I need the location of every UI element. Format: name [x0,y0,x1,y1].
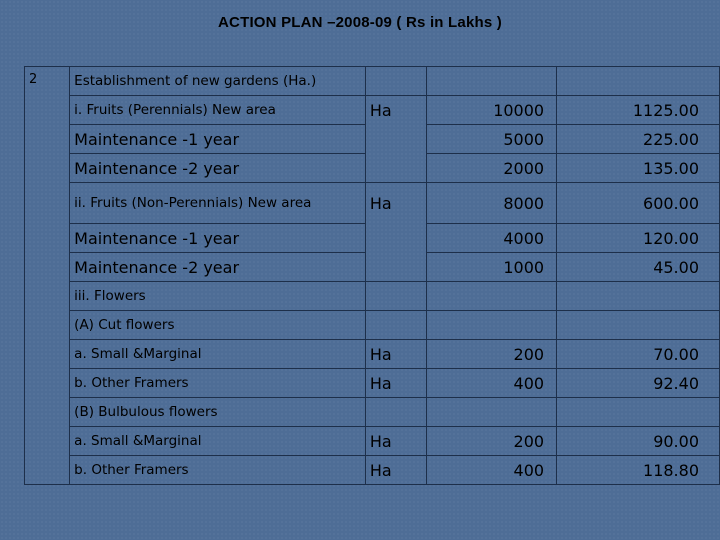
item-description: Maintenance -2 year [70,154,366,183]
unit-cell [365,282,426,311]
table-row [25,340,720,369]
item-description: Maintenance -1 year [70,125,366,154]
quantity-cell: 200 [426,340,556,369]
unit-cell: Ha [365,96,426,125]
table-row [25,125,720,154]
unit-cell [365,253,426,282]
table-row [25,456,720,485]
amount-cell [557,311,720,340]
table-row [25,282,720,311]
table-row [25,398,720,427]
unit-cell [365,67,426,96]
item-description: Maintenance -1 year [70,224,366,253]
table-row [25,224,720,253]
amount-cell: 1125.00 [557,96,720,125]
amount-cell: 135.00 [557,154,720,183]
unit-cell [365,154,426,183]
quantity-cell: 8000 [426,183,556,224]
quantity-cell [426,398,556,427]
unit-cell [365,398,426,427]
unit-cell: Ha [365,340,426,369]
quantity-cell: 1000 [426,253,556,282]
quantity-cell: 2000 [426,154,556,183]
amount-cell: 600.00 [557,183,720,224]
amount-cell: 225.00 [557,125,720,154]
table-row [25,154,720,183]
quantity-cell: 200 [426,427,556,456]
quantity-cell [426,282,556,311]
table-row [25,183,720,224]
item-description: Establishment of new gardens (Ha.) [70,67,366,96]
unit-cell [365,125,426,154]
section-number: 2 [25,67,70,485]
unit-cell: Ha [365,183,426,224]
quantity-cell [426,311,556,340]
table-row [25,253,720,282]
action-plan-table [24,66,720,485]
table-row [25,311,720,340]
amount-cell: 92.40 [557,369,720,398]
amount-cell: 120.00 [557,224,720,253]
amount-cell: 90.00 [557,427,720,456]
amount-cell: 118.80 [557,456,720,485]
unit-cell: Ha [365,369,426,398]
item-description: b. Other Framers [70,456,366,485]
item-description: b. Other Framers [70,369,366,398]
unit-cell: Ha [365,427,426,456]
table-row [25,67,720,96]
quantity-cell: 5000 [426,125,556,154]
item-description: ii. Fruits (Non-Perennials) New area [70,183,366,224]
amount-cell [557,282,720,311]
item-description: i. Fruits (Perennials) New area [70,96,366,125]
amount-cell: 45.00 [557,253,720,282]
quantity-cell: 400 [426,369,556,398]
amount-cell [557,398,720,427]
table-row [25,96,720,125]
amount-cell: 70.00 [557,340,720,369]
quantity-cell: 4000 [426,224,556,253]
item-description: Maintenance -2 year [70,253,366,282]
table-row [25,369,720,398]
quantity-cell [426,67,556,96]
amount-cell [557,67,720,96]
quantity-cell: 400 [426,456,556,485]
item-description: a. Small &Marginal [70,340,366,369]
page-title: ACTION PLAN –2008-09 ( Rs in Lakhs ) [218,14,502,31]
item-description: (A) Cut flowers [70,311,366,340]
item-description: iii. Flowers [70,282,366,311]
item-description: (B) Bulbulous flowers [70,398,366,427]
item-description: a. Small &Marginal [70,427,366,456]
table-row [25,427,720,456]
quantity-cell: 10000 [426,96,556,125]
unit-cell [365,224,426,253]
unit-cell [365,311,426,340]
unit-cell: Ha [365,456,426,485]
